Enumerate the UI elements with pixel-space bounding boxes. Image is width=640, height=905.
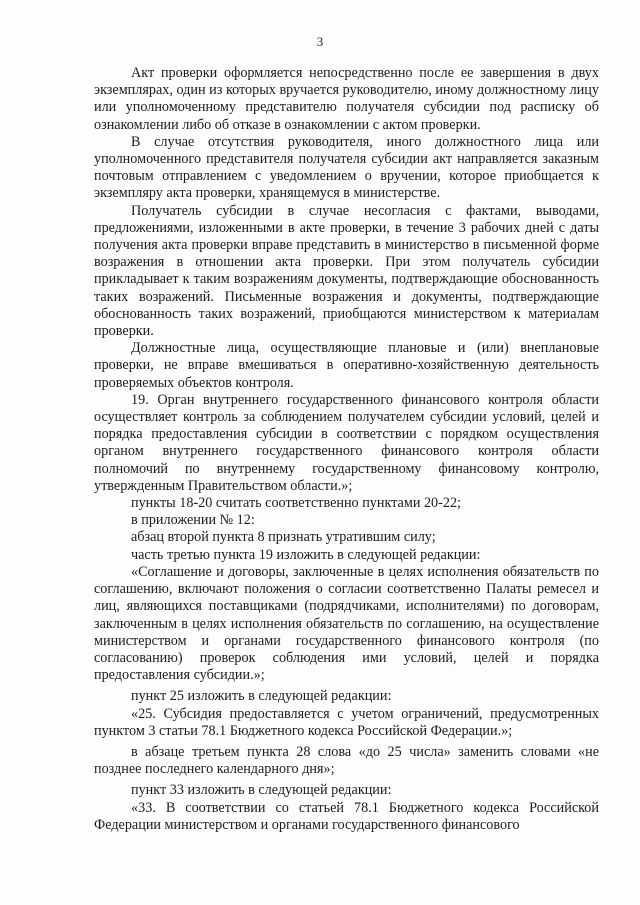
paragraph-item-8-repeal: абзац второй пункта 8 признать утратившим силу; xyxy=(131,529,436,546)
paragraph-appendix-12: в приложении № 12: xyxy=(131,512,255,529)
paragraph-objections: Получатель субсидии в случае несогласия с фактами, выводами, предложениями, изложенными в акте проверки, в течение 3 рабочих дней с даты получения акта проверки вправе представить в министерство в письменной форме возражения в отношении акта проверки. При этом получатель субсидии прикладывает к таким возражениям документы, подтверждающие обоснованность таких возражений. Письменные возражения и документы, подтверждающие обоснованность таких возражений, приобщаются министерством к материалам проверки. xyxy=(94,202,599,340)
paragraph-item-33-text: «33. В соответствии со статьей 78.1 Бюджетного кодекса Российской Федерации министерством и органами государственного финансового xyxy=(94,799,599,833)
paragraph-item-19: 19. Орган внутреннего государственного финансового контроля области осуществляет контроль за соблюдением получателем субсидии условий, целей и порядка предоставления субсидии в соответствии с порядком осуществления органом внутреннего государственного финансового контроля области полномочий по внутреннему государственному финансовому контролю, утвержденным Правительством области.»; xyxy=(94,391,599,494)
paragraph-item-25-text: «25. Субсидия предоставляется с учетом ограничений, предусмотренных пунктом 3 статьи 78.1 Бюджетного кодекса Российской Федерации.»; xyxy=(94,705,599,739)
paragraph-item-19-amend: часть третью пункта 19 изложить в следующей редакции: xyxy=(131,546,481,563)
paragraph-item-28-amend: в абзаце третьем пункта 28 слова «до 25 числа» заменить словами «не позднее последнего календарного дня»; xyxy=(94,743,599,778)
paragraph-absence-of-head: В случае отсутствия руководителя, иного должностного лица или уполномоченного представителя получателя субсидии акт направляется заказным почтовым отправлением с уведомлением о вручении, которое приобщается к экземпляру акта проверки, хранящемуся в министерстве. xyxy=(94,133,599,202)
paragraph-inspection-act: Акт проверки оформляется непосредственно после ее завершения в двух экземплярах, один из которых вручается руководителю, иному должностному лицу или уполномоченному представителю получателя субсидии под расписку об ознакомлении либо об отказе в ознакомлении с актом проверки. xyxy=(94,65,599,133)
paragraph-officials: Должностные лица, осуществляющие плановые и (или) внеплановые проверки, не вправе вмешиваться в оперативно-хозяйственную деятельность проверяемых объектов контроля. xyxy=(94,340,599,391)
paragraph-item-33-amend: пункт 33 изложить в следующей редакции: xyxy=(131,782,392,799)
paragraph-item-25-amend: пункт 25 изложить в следующей редакции: xyxy=(131,688,392,705)
paragraph-renumber-items: пункты 18-20 считать соответственно пунктами 20-22; xyxy=(131,495,462,512)
paragraph-agreement-text: «Соглашение и договоры, заключенные в целях исполнения обязательств по соглашению, включают положения о согласии соответственно Палаты ремесел и лиц, являющихся поставщиками (подрядчиками, исполнителями) по договорам, заключенным в целях исполнения обязательств по соглашению, на осуществление министерством и органами государственного финансового контроля (по согласованию) проверок соблюдения ими условий, целей и порядка предоставления субсидии.»; xyxy=(94,563,599,684)
page-number: 3 xyxy=(316,34,324,49)
document-body xyxy=(94,65,599,834)
